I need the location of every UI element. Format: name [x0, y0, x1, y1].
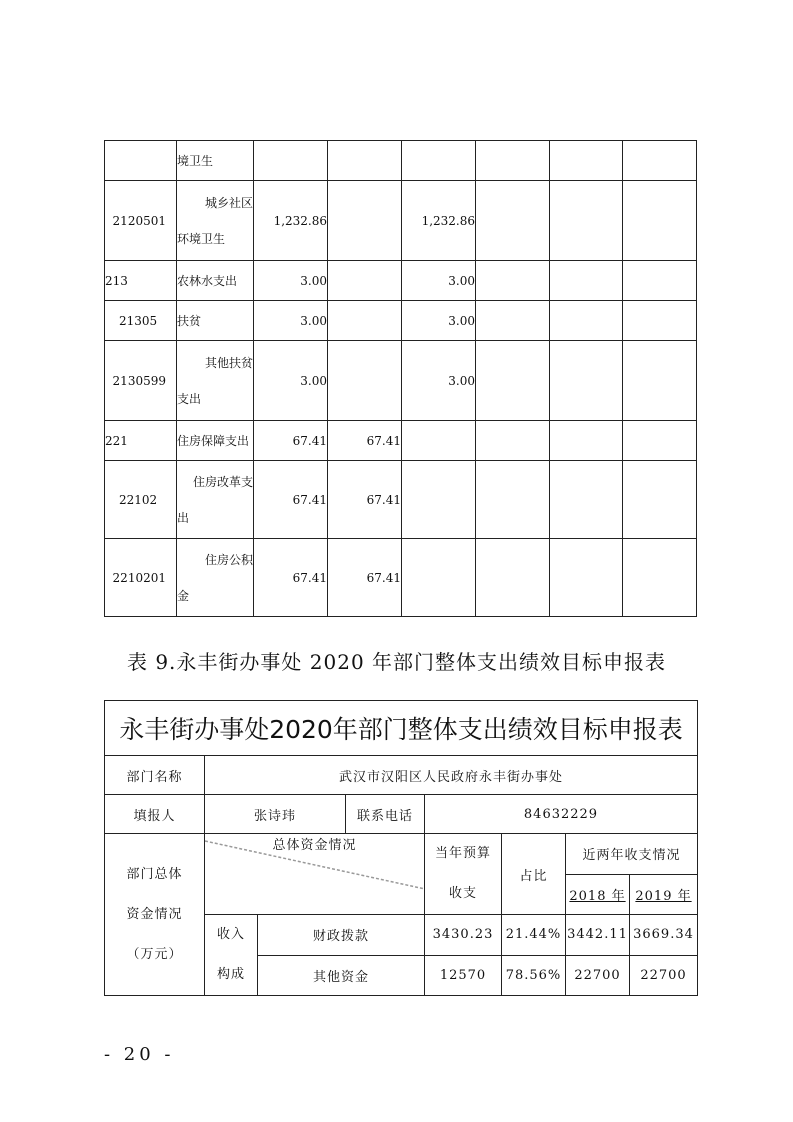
row-code: 2120501: [105, 181, 177, 261]
row-budget: 12570: [425, 955, 502, 996]
row-value: [402, 539, 476, 617]
row-value: [402, 461, 476, 539]
table-row: [105, 539, 697, 617]
budget-table: [104, 140, 697, 617]
row-value: 3.00: [402, 301, 476, 341]
row-name: [177, 341, 254, 421]
row-value: 3.00: [254, 341, 328, 421]
row-name-line: 其他扶贫: [204, 355, 253, 370]
row-name: [177, 181, 254, 261]
income-label: [205, 915, 258, 996]
funds-label-line: 资金情况: [126, 906, 183, 922]
filler-value: 张诗玮: [205, 795, 346, 834]
row-code: [105, 141, 177, 181]
budget-header-line: 收支: [448, 886, 477, 901]
table-row: [105, 421, 697, 461]
row-name-line: 金: [177, 588, 190, 603]
row-value: 67.41: [328, 539, 402, 617]
row-value: [402, 421, 476, 461]
row-value: 3.00: [254, 261, 328, 301]
row-value: [476, 421, 550, 461]
page-number: - 20 -: [104, 1044, 175, 1065]
year-2018-label: 2018 年: [569, 888, 626, 904]
table-row: [105, 341, 697, 421]
row-code: 2130599: [105, 341, 177, 421]
row-value: [328, 301, 402, 341]
row-value: [550, 539, 623, 617]
row-2019: 22700: [630, 955, 698, 996]
row-value: [254, 141, 328, 181]
row-value: [550, 261, 623, 301]
income-label-line: 构成: [216, 967, 245, 982]
row-name: 农林水支出: [177, 261, 254, 301]
row-name-line: 住房改革支: [192, 474, 253, 489]
row-code: 21305: [105, 301, 177, 341]
overall-funds-label: 总体资金情况: [272, 838, 357, 853]
year-2019-header: [630, 874, 698, 915]
row-code: 213: [105, 261, 177, 301]
income-label-line: 收入: [216, 927, 245, 942]
row-value: [550, 301, 623, 341]
row-value: 3.00: [402, 261, 476, 301]
row-value: [328, 341, 402, 421]
row-name: 其他资金: [258, 955, 425, 996]
filler-label: 填报人: [105, 795, 205, 834]
row-value: 3.00: [402, 341, 476, 421]
funds-label-line: 部门总体: [126, 866, 183, 882]
row-value: 67.41: [328, 421, 402, 461]
row-value: [623, 421, 697, 461]
row-code: 22102: [105, 461, 177, 539]
phone-label: 联系电话: [346, 795, 425, 834]
row-value: 1,232.86: [254, 181, 328, 261]
row-code: 2210201: [105, 539, 177, 617]
row-name: 扶贫: [177, 301, 254, 341]
row-value: [476, 461, 550, 539]
row-code: 221: [105, 421, 177, 461]
dept-label: 部门名称: [105, 756, 205, 795]
row-value: [476, 341, 550, 421]
row-2018: 22700: [566, 955, 630, 996]
budget-header-line: 当年预算: [434, 846, 491, 861]
row-value: [550, 181, 623, 261]
row-value: [476, 261, 550, 301]
row-value: [476, 181, 550, 261]
row-name-line: 环境卫生: [177, 231, 226, 246]
funds-label: [105, 834, 205, 996]
row-2018: 3442.11: [566, 915, 630, 956]
row-value: [476, 539, 550, 617]
row-value: 1,232.86: [402, 181, 476, 261]
ratio-header: 占比: [502, 834, 566, 915]
row-value: 67.41: [254, 461, 328, 539]
table-row: [105, 301, 697, 341]
row-value: [476, 301, 550, 341]
row-value: [550, 461, 623, 539]
performance-table: [104, 700, 698, 996]
budget-header: [425, 834, 502, 915]
row-name: [177, 461, 254, 539]
row-value: [550, 421, 623, 461]
row-value: [328, 261, 402, 301]
row-ratio: 21.44%: [502, 915, 566, 956]
row-value: [476, 141, 550, 181]
row-value: [328, 141, 402, 181]
row-value: [623, 181, 697, 261]
row-name-line: 住房公积: [204, 552, 253, 567]
table-row: [105, 141, 697, 181]
row-value: [623, 261, 697, 301]
row-value: [402, 141, 476, 181]
row-budget: 3430.23: [425, 915, 502, 956]
row-value: [550, 141, 623, 181]
row-value: [623, 461, 697, 539]
table-caption: 表 9.永丰街办事处 2020 年部门整体支出绩效目标申报表: [126, 650, 667, 674]
row-value: 67.41: [328, 461, 402, 539]
funds-label-line: （万元）: [126, 946, 183, 962]
dept-value: 武汉市汉阳区人民政府永丰街办事处: [205, 756, 698, 795]
year-2018-header: [566, 874, 630, 915]
row-name: 境卫生: [177, 141, 254, 181]
table-title: 永丰街办事处2020年部门整体支出绩效目标申报表: [105, 701, 698, 756]
row-value: [328, 181, 402, 261]
recent-header: 近两年收支情况: [566, 834, 698, 875]
row-name: [177, 539, 254, 617]
row-name-line: 城乡社区: [204, 195, 253, 210]
table-row: [105, 181, 697, 261]
row-value: [623, 539, 697, 617]
row-value: [623, 301, 697, 341]
row-value: [623, 341, 697, 421]
row-value: [623, 141, 697, 181]
overall-funds-header: [205, 834, 425, 915]
row-name: 财政拨款: [258, 915, 425, 956]
table-row: [105, 461, 697, 539]
row-name-line: 支出: [177, 391, 202, 406]
row-value: 3.00: [254, 301, 328, 341]
year-2019-label: 2019 年: [635, 888, 692, 904]
row-2019: 3669.34: [630, 915, 698, 956]
row-value: 67.41: [254, 421, 328, 461]
row-value: 67.41: [254, 539, 328, 617]
row-ratio: 78.56%: [502, 955, 566, 996]
row-name: 住房保障支出: [177, 421, 254, 461]
row-name-line: 出: [177, 510, 190, 525]
table-row: [105, 261, 697, 301]
phone-value: 84632229: [425, 795, 698, 834]
row-value: [550, 341, 623, 421]
